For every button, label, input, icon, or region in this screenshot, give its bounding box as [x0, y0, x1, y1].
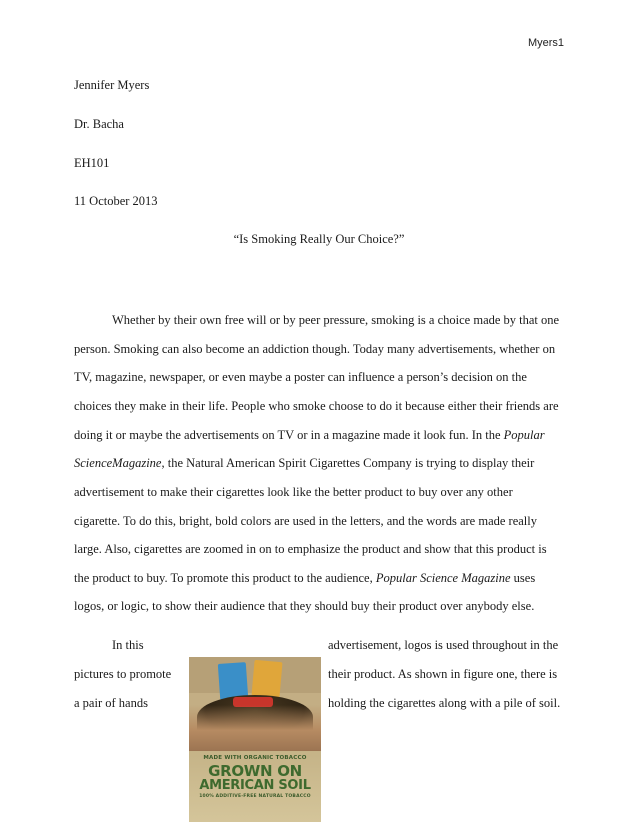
course-code: EH101 — [74, 156, 110, 170]
italic-title: ScienceMagazine — [74, 456, 162, 470]
paragraph-line — [74, 455, 564, 471]
paragraph-line: TV, magazine, newspaper, or even maybe a poster can influence a person’s decision on the — [74, 370, 527, 384]
figure-one-advertisement — [189, 657, 321, 822]
ad-headline-line2: AMERICAN SOIL — [199, 778, 311, 793]
paragraph-line — [74, 570, 564, 586]
instructor-name: Dr. Bacha — [74, 117, 124, 131]
paragraph-line: advertisement to make their cigarettes look like the better product to buy over any other — [74, 485, 513, 499]
author-name: Jennifer Myers — [74, 78, 150, 92]
text-run: , the Natural American Spirit Cigarettes Company is trying to display their — [161, 456, 535, 470]
essay-title: “Is Smoking Really Our Choice?” — [233, 232, 405, 246]
paragraph-line: large. Also, cigarettes are zoomed in on to emphasize the product and show that this product is — [74, 542, 547, 556]
ad-subline: 100% ADDITIVE-FREE NATURAL TOBACCO — [199, 794, 311, 799]
paragraph-line-right: advertisement, logos is used throughout in the — [328, 638, 559, 652]
italic-title: Popular — [503, 428, 545, 442]
text-run: doing it or maybe the advertisements on TV or in a magazine made it look fun. In the — [74, 428, 504, 442]
text-run: uses — [510, 571, 536, 585]
text-run: the product to buy. To promote this product to the audience, — [74, 571, 376, 585]
paragraph-line-right: holding the cigarettes along with a pile of soil. — [328, 696, 561, 710]
paragraph-line-left: a pair of hands — [74, 696, 148, 710]
paragraph-line: Whether by their own free will or by peer pressure, smoking is a choice made by that one — [112, 313, 560, 327]
paragraph-line-right: their product. As shown in figure one, there is — [328, 667, 558, 681]
paragraph-line-left: In this — [112, 638, 144, 652]
essay-date: 11 October 2013 — [74, 194, 158, 208]
paragraph-line: person. Smoking can also become an addiction though. Today many advertisements, whether on — [74, 342, 556, 356]
paragraph-line: choices they make in their life. People who smoke choose to do it because either their friends are — [74, 399, 559, 413]
cigarette-pack-blue — [218, 662, 248, 700]
paragraph-line: logos, or logic, to show their audience that they should buy their product over anybody else. — [74, 599, 535, 613]
hands-image — [189, 705, 321, 751]
italic-title: Popular Science Magazine — [375, 571, 511, 585]
ad-headline-line1: GROWN ON — [208, 762, 302, 780]
paragraph-line: cigarette. To do this, bright, bold colors are used in the letters, and the words are made really — [74, 514, 537, 528]
ad-tagline: MADE WITH ORGANIC TOBACCO — [203, 755, 307, 761]
page-number: Myers1 — [527, 37, 564, 49]
cigarette-pack-yellow — [251, 660, 282, 698]
paragraph-line — [74, 427, 564, 443]
paragraph-line-left: pictures to promote — [74, 667, 172, 681]
